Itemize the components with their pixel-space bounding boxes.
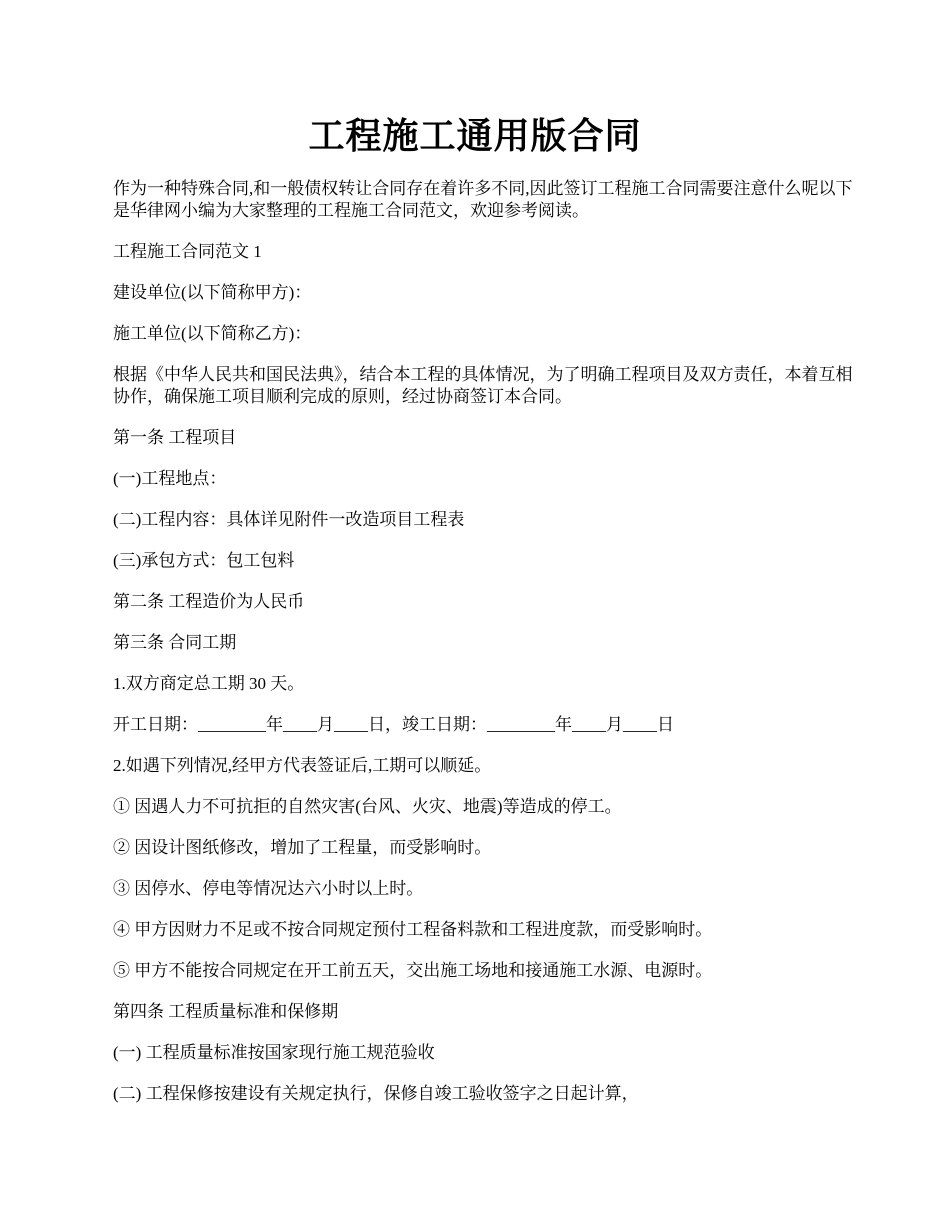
article-1-item-2: (二)工程内容：具体详见附件一改造项目工程表 — [113, 510, 465, 529]
article-1-item-3: (三)承包方式：包工包料 — [113, 551, 295, 570]
article-4-item-2: (二) 工程保修按建设有关规定执行，保修自竣工验收签字之日起计算， — [113, 1084, 639, 1103]
document-title: 工程施工通用版合同 — [308, 116, 642, 156]
article-3-heading: 第三条 合同工期 — [113, 633, 237, 652]
preamble-paragraph: 根据《中华人民共和国民法典》，结合本工程的具体情况，为了明确工程项目及双方责任，本着互相协作，确保施工项目顺利完成的原则，经过协商签订本合同。 — [113, 365, 853, 406]
article-4-item-1: (一) 工程质量标准按国家现行施工规范验收 — [113, 1043, 435, 1062]
extension-case-1: ① 因遇人力不可抗拒的自然灾害(台风、火灾、地震)等造成的停工。 — [113, 797, 622, 816]
extension-case-2: ② 因设计图纸修改，增加了工程量，而受影响时。 — [113, 838, 492, 857]
dates-line: 开工日期：________年____月____日，竣工日期：________年____月____日 — [113, 715, 674, 734]
article-1-heading: 第一条 工程项目 — [113, 428, 237, 447]
section-heading-sample-1: 工程施工合同范文 1 — [113, 242, 262, 261]
article-1-item-1: (一)工程地点： — [113, 469, 227, 488]
party-b-line: 施工单位(以下简称乙方)： — [113, 324, 312, 343]
document-body — [113, 178, 858, 1124]
party-a-line: 建设单位(以下简称甲方)： — [113, 283, 312, 302]
extension-case-5: ⑤ 甲方不能按合同规定在开工前五天，交出施工场地和接通施工水源、电源时。 — [113, 961, 713, 980]
intro-paragraph: 作为一种特殊合同,和一般债权转让合同存在着许多不同,因此签订工程施工合同需要注意什么呢以下是华律网小编为大家整理的工程施工合同范文，欢迎参考阅读。 — [113, 179, 853, 220]
article-2-heading: 第二条 工程造价为人民币 — [113, 592, 305, 611]
article-3-item-2: 2.如遇下列情况,经甲方代表签证后,工期可以顺延。 — [113, 756, 492, 775]
article-3-item-1: 1.双方商定总工期 30 天。 — [113, 674, 305, 693]
extension-case-4: ④ 甲方因财力不足或不按合同规定预付工程备料款和工程进度款，而受影响时。 — [113, 920, 713, 939]
extension-case-3: ③ 因停水、停电等情况达六小时以上时。 — [113, 879, 424, 898]
article-4-heading: 第四条 工程质量标准和保修期 — [113, 1002, 339, 1021]
